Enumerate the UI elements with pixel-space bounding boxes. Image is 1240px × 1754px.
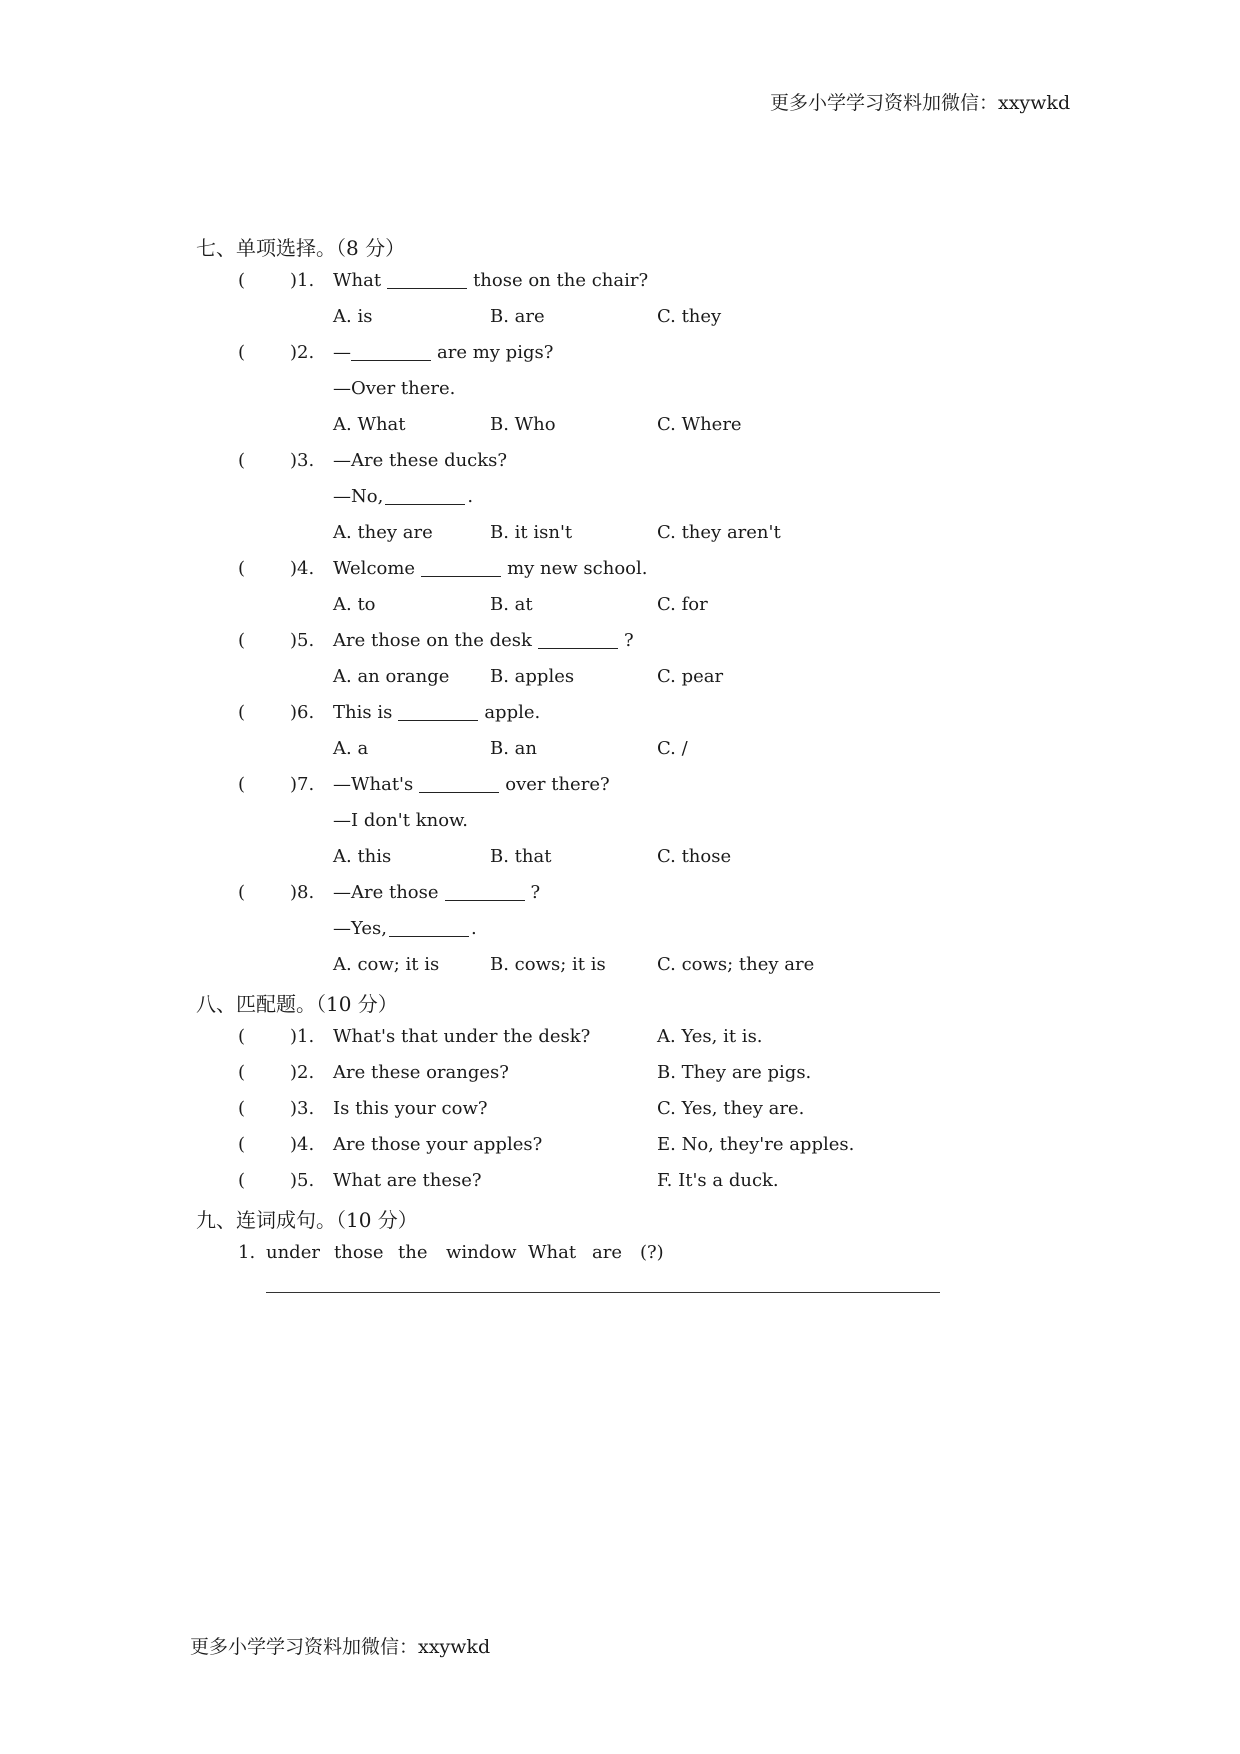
match-question: Is this your cow? <box>333 1098 488 1119</box>
s8-row-1 <box>0 1026 1240 1050</box>
option-b[interactable]: B. at <box>490 594 533 615</box>
question-number: )1. <box>290 270 315 291</box>
section-9-title-text: 九、连词成句。 <box>196 1208 336 1232</box>
answer-paren[interactable]: ( <box>238 342 246 363</box>
answer-writing-line[interactable] <box>266 1292 940 1293</box>
s7-question-2 <box>0 342 1240 366</box>
question-number: )6. <box>290 702 315 723</box>
answer-paren[interactable]: ( <box>238 774 246 795</box>
question-stem: What those on the chair? <box>333 270 649 291</box>
option-c[interactable]: C. cows; they are <box>657 954 815 975</box>
option-c[interactable]: C. they <box>657 306 722 327</box>
option-a[interactable]: A. is <box>333 306 373 327</box>
fill-blank[interactable] <box>419 774 499 793</box>
section-7-title-text: 七、单项选择。 <box>196 236 336 260</box>
question-stem: Welcome my new school. <box>333 558 648 579</box>
option-c[interactable]: C. those <box>657 846 732 867</box>
section-9-title <box>196 1204 418 1233</box>
option-b[interactable]: B. are <box>490 306 545 327</box>
word-tile: those <box>334 1242 384 1263</box>
option-c[interactable]: C. they aren't <box>657 522 781 543</box>
question-number: )2. <box>290 342 315 363</box>
s7-q8-reply: —Yes, . <box>333 918 477 939</box>
s7-q1-options <box>0 306 1240 330</box>
option-a[interactable]: A. they are <box>333 522 433 543</box>
section-7-points: （8 分） <box>336 236 406 260</box>
option-c[interactable]: C. for <box>657 594 708 615</box>
s8-row-5 <box>0 1170 1240 1194</box>
question-number: )3. <box>290 1098 315 1119</box>
answer-paren[interactable]: ( <box>238 270 246 291</box>
answer-paren[interactable]: ( <box>238 702 246 723</box>
section-8-title-text: 八、匹配题。 <box>196 992 316 1016</box>
question-stem: Are those on the desk ? <box>333 630 634 651</box>
question-stem: —What's over there? <box>333 774 610 795</box>
question-number: )3. <box>290 450 315 471</box>
section-8-title <box>196 988 398 1017</box>
s7-q3-options <box>0 522 1240 546</box>
s7-q5-options <box>0 666 1240 690</box>
option-c[interactable]: C. / <box>657 738 688 759</box>
option-b[interactable]: B. that <box>490 846 552 867</box>
section-9-points: （10 分） <box>336 1208 418 1232</box>
option-a[interactable]: A. an orange <box>333 666 450 687</box>
fill-blank[interactable] <box>387 270 467 289</box>
s7-q2-options <box>0 414 1240 438</box>
question-number: )2. <box>290 1062 315 1083</box>
fill-blank[interactable] <box>385 486 465 505</box>
match-answer: A. Yes, it is. <box>657 1026 763 1047</box>
s7-q8-options <box>0 954 1240 978</box>
question-number: )1. <box>290 1026 315 1047</box>
section-7-title <box>196 232 405 261</box>
match-question: Are these oranges? <box>333 1062 509 1083</box>
question-stem: —Are these ducks? <box>333 450 508 471</box>
answer-paren[interactable]: ( <box>238 1134 246 1155</box>
question-stem: —Are those ? <box>333 882 541 903</box>
match-answer: E. No, they're apples. <box>657 1134 855 1155</box>
fill-blank[interactable] <box>389 918 469 937</box>
question-number: )5. <box>290 1170 315 1191</box>
question-number: )4. <box>290 1134 315 1155</box>
match-question: What are these? <box>333 1170 482 1191</box>
question-stem: — are my pigs? <box>333 342 554 363</box>
s7-q3-reply: —No, . <box>333 486 474 507</box>
s7-question-4 <box>0 558 1240 582</box>
word-tile: What <box>528 1242 577 1263</box>
option-a[interactable]: A. cow; it is <box>333 954 440 975</box>
answer-paren[interactable]: ( <box>238 450 246 471</box>
footer-note: 更多小学学习资料加微信：xxywkd <box>190 1636 491 1658</box>
word-tile: window <box>446 1242 517 1263</box>
option-b[interactable]: B. apples <box>490 666 575 687</box>
question-number: )4. <box>290 558 315 579</box>
s7-q2-reply: —Over there. <box>333 378 456 399</box>
answer-paren[interactable]: ( <box>238 1170 246 1191</box>
answer-paren[interactable]: ( <box>238 1098 246 1119</box>
question-number: )5. <box>290 630 315 651</box>
s8-row-2 <box>0 1062 1240 1086</box>
s7-q7-options <box>0 846 1240 870</box>
question-stem: This is apple. <box>333 702 541 723</box>
word-tile: are <box>592 1242 622 1263</box>
option-c[interactable]: C. pear <box>657 666 724 687</box>
s7-q4-options <box>0 594 1240 618</box>
item-number: 1. <box>238 1242 256 1263</box>
answer-paren[interactable]: ( <box>238 630 246 651</box>
question-number: )7. <box>290 774 315 795</box>
fill-blank[interactable] <box>445 882 525 901</box>
match-answer: F. It's a duck. <box>657 1170 779 1191</box>
match-question: What's that under the desk? <box>333 1026 591 1047</box>
option-b[interactable]: B. cows; it is <box>490 954 606 975</box>
question-number: )8. <box>290 882 315 903</box>
s7-question-7 <box>0 774 1240 798</box>
option-b[interactable]: B. Who <box>490 414 556 435</box>
s7-question-6 <box>0 702 1240 726</box>
option-c[interactable]: C. Where <box>657 414 742 435</box>
word-tile: under <box>266 1242 320 1263</box>
s7-question-1 <box>0 270 1240 294</box>
s9-item-1 <box>0 1242 1240 1266</box>
s7-question-5 <box>0 630 1240 654</box>
option-a[interactable]: A. a <box>333 738 369 759</box>
answer-paren[interactable]: ( <box>238 558 246 579</box>
answer-paren[interactable]: ( <box>238 1062 246 1083</box>
match-question: Are those your apples? <box>333 1134 543 1155</box>
fill-blank[interactable] <box>538 630 618 649</box>
s7-question-8 <box>0 882 1240 906</box>
fill-blank[interactable] <box>398 702 478 721</box>
option-a[interactable]: A. to <box>333 594 376 615</box>
option-a[interactable]: A. this <box>333 846 392 867</box>
section-8-points: （10 分） <box>316 992 398 1016</box>
word-tile: (?) <box>640 1242 664 1263</box>
option-b[interactable]: B. an <box>490 738 537 759</box>
s7-question-3 <box>0 450 1240 474</box>
s7-q6-options <box>0 738 1240 762</box>
header-note: 更多小学学习资料加微信：xxywkd <box>770 92 1071 114</box>
fill-blank[interactable] <box>421 558 501 577</box>
answer-paren[interactable]: ( <box>238 882 246 903</box>
option-a[interactable]: A. What <box>333 414 406 435</box>
match-answer: B. They are pigs. <box>657 1062 812 1083</box>
answer-paren[interactable]: ( <box>238 1026 246 1047</box>
match-answer: C. Yes, they are. <box>657 1098 805 1119</box>
word-tile: the <box>398 1242 428 1263</box>
s8-row-4 <box>0 1134 1240 1158</box>
s8-row-3 <box>0 1098 1240 1122</box>
s7-q7-reply: —I don't know. <box>333 810 469 831</box>
option-b[interactable]: B. it isn't <box>490 522 573 543</box>
fill-blank[interactable] <box>351 342 431 361</box>
